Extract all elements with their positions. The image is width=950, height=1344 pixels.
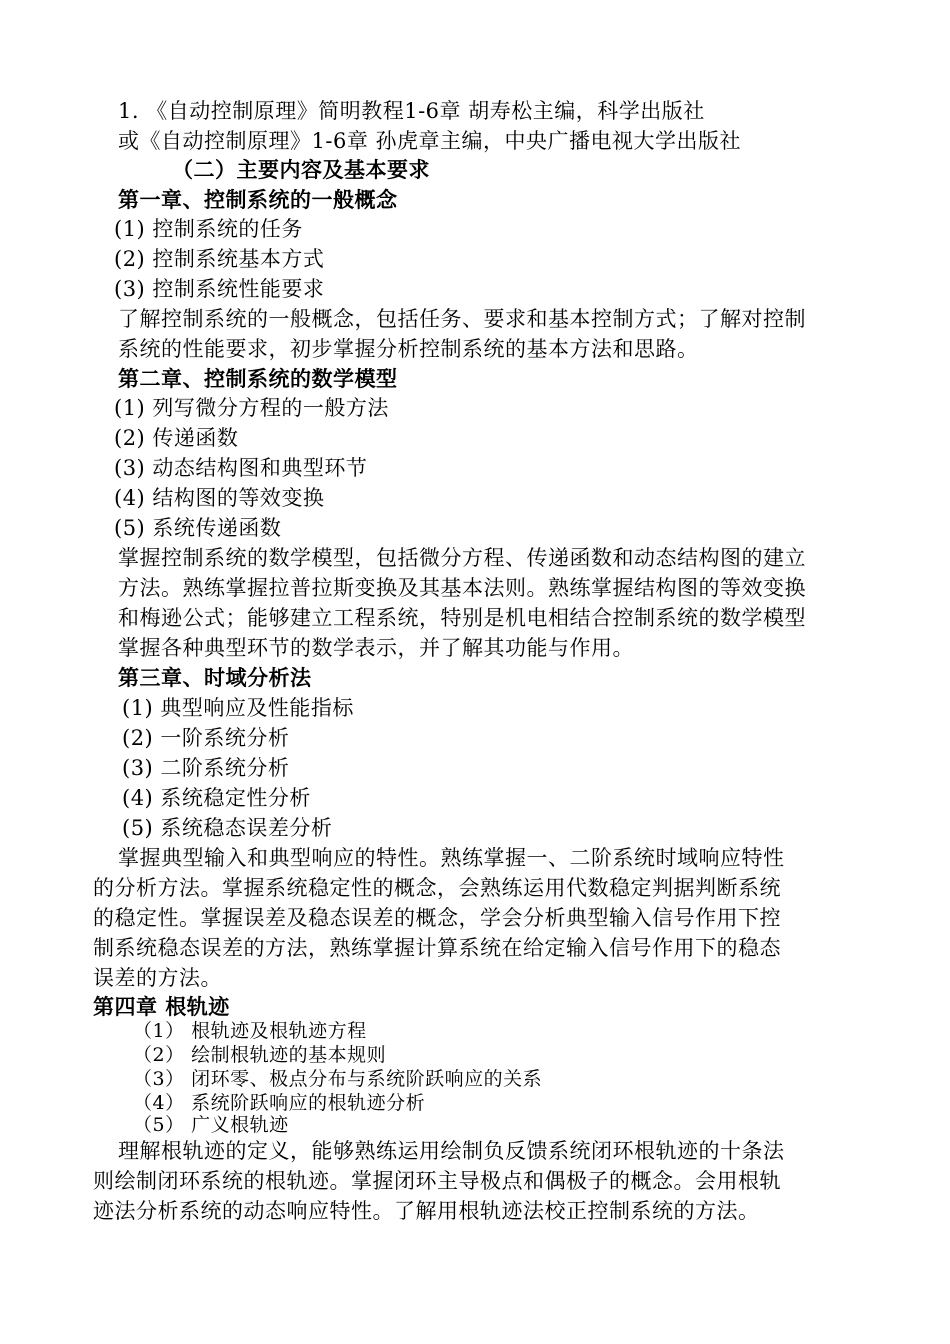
chapter-1-item: (1) 控制系统的任务 <box>114 217 303 241</box>
chapter-3-title: 第三章、时域分析法 <box>118 666 312 690</box>
chapter-2-desc-line: 掌握控制系统的数学模型，包括微分方程、传递函数和动态结构图的建立 <box>118 546 806 570</box>
chapter-4-item: （2） 绘制根轨迹的基本规则 <box>133 1044 387 1066</box>
chapter-3-item: (1) 典型响应及性能指标 <box>122 696 354 720</box>
chapter-1-item: (2) 控制系统基本方式 <box>114 247 325 271</box>
chapter-2-item: (5) 系统传递函数 <box>114 516 282 540</box>
chapter-4-title: 第四章 根轨迹 <box>93 995 230 1019</box>
chapter-3-item: (4) 系统稳定性分析 <box>122 786 311 810</box>
chapter-3-item: (5) 系统稳态误差分析 <box>122 816 333 840</box>
chapter-4-item: （4） 系统阶跃响应的根轨迹分析 <box>133 1092 426 1114</box>
chapter-3-desc-line: 掌握典型输入和典型响应的特性。熟练掌握一、二阶系统时域响应特性 <box>118 846 785 870</box>
chapter-2-desc-line: 方法。熟练掌握拉普拉斯变换及其基本法则。熟练掌握结构图的等效变换 <box>118 576 806 600</box>
reference-line-1: 1. 《自动控制原理》简明教程1-6章 胡寿松主编，科学出版社 <box>118 99 705 123</box>
chapter-4-desc-line: 迹法分析系统的动态响应特性。了解用根轨迹法校正控制系统的方法。 <box>93 1199 760 1223</box>
chapter-3-desc-line: 制系统稳态误差的方法，熟练掌握计算系统在给定输入信号作用下的稳态 <box>93 936 781 960</box>
chapter-2-title: 第二章、控制系统的数学模型 <box>118 367 398 391</box>
chapter-1-title: 第一章、控制系统的一般概念 <box>118 188 398 212</box>
chapter-3-item: (3) 二阶系统分析 <box>122 756 290 780</box>
chapter-4-desc-line: 理解根轨迹的定义，能够熟练运用绘制负反馈系统闭环根轨迹的十条法 <box>118 1139 785 1163</box>
reference-line-2: 或《自动控制原理》1-6章 孙虎章主编，中央广播电视大学出版社 <box>118 129 741 153</box>
chapter-3-desc-line: 误差的方法。 <box>93 966 222 990</box>
chapter-4-item: （1） 根轨迹及根轨迹方程 <box>133 1020 367 1042</box>
chapter-1-desc-line: 系统的性能要求，初步掌握分析控制系统的基本方法和思路。 <box>118 337 699 361</box>
chapter-2-item: (4) 结构图的等效变换 <box>114 486 325 510</box>
chapter-3-desc-line: 的分析方法。掌握系统稳定性的概念，会熟练运用代数稳定判据判断系统 <box>93 876 781 900</box>
chapter-1-item: (3) 控制系统性能要求 <box>114 277 325 301</box>
chapter-2-item: (3) 动态结构图和典型环节 <box>114 456 368 480</box>
section-title: （二）主要内容及基本要求 <box>172 158 430 182</box>
chapter-4-item: （5） 广义根轨迹 <box>133 1114 289 1136</box>
chapter-1-desc-line: 了解控制系统的一般概念，包括任务、要求和基本控制方式；了解对控制 <box>118 307 806 331</box>
chapter-2-desc-line: 掌握各种典型环节的数学表示，并了解其功能与作用。 <box>118 636 634 660</box>
chapter-3-desc-line: 的稳定性。掌握误差及稳态误差的概念，学会分析典型输入信号作用下控 <box>93 906 781 930</box>
chapter-4-desc-line: 则绘制闭环系统的根轨迹。掌握闭环主导极点和偶极子的概念。会用根轨 <box>93 1169 781 1193</box>
chapter-2-desc-line: 和梅逊公式；能够建立工程系统，特别是机电相结合控制系统的数学模型 <box>118 606 806 630</box>
chapter-2-item: (2) 传递函数 <box>114 426 239 450</box>
chapter-4-item: （3） 闭环零、极点分布与系统阶跃响应的关系 <box>133 1068 543 1090</box>
chapter-2-item: (1) 列写微分方程的一般方法 <box>114 396 389 420</box>
chapter-3-item: (2) 一阶系统分析 <box>122 726 290 750</box>
